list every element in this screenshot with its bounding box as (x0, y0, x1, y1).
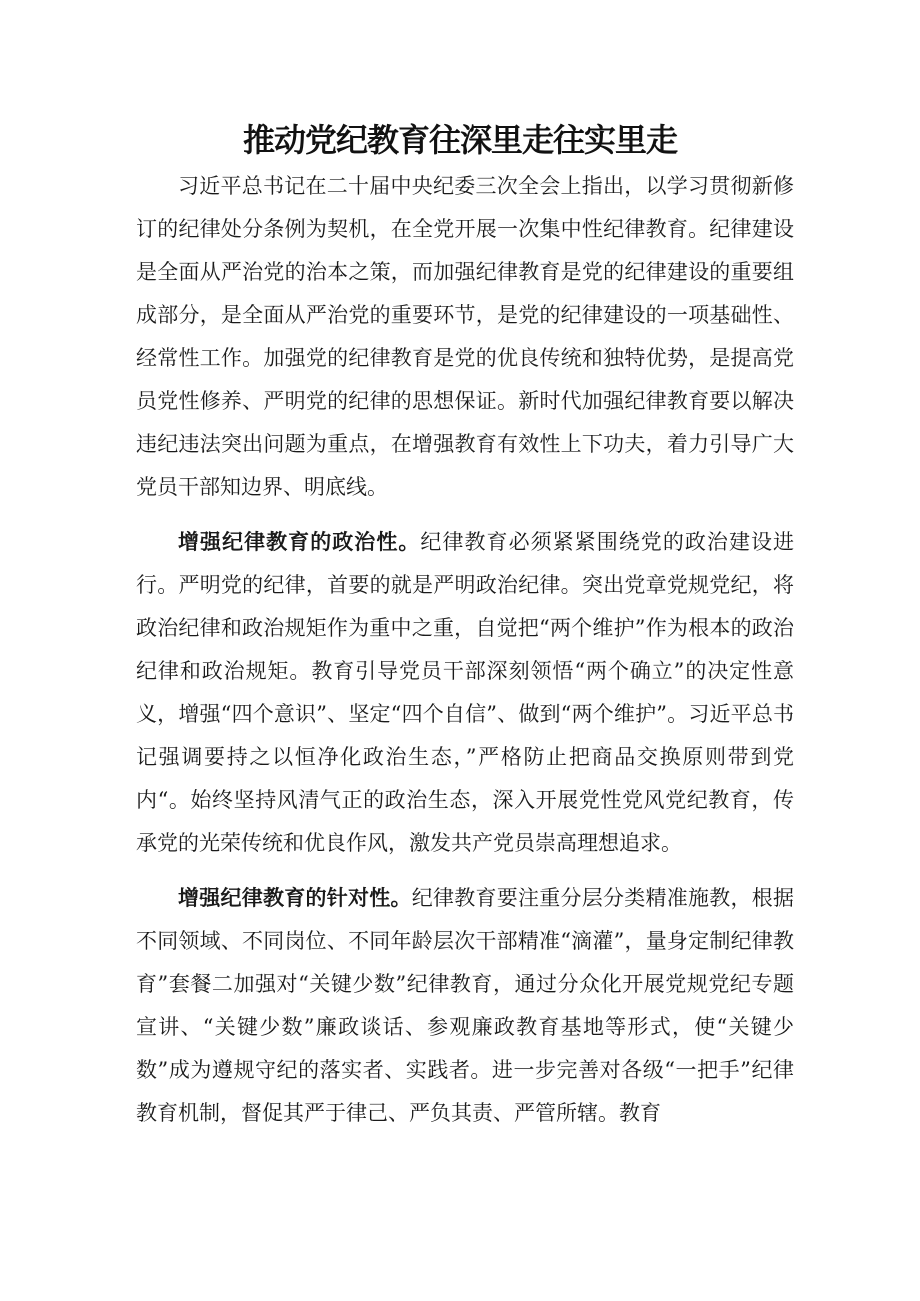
paragraph-text: 习近平总书记在二十届中央纪委三次全会上指出，以学习贯彻新修订的纪律处分条例为契机，在全党开展一次集中性纪律教育。纪律建设是全面从严治党的治本之策，而加强纪律教育是党的纪律建设的重要组成部分，是全面从严治党的重要环节，是党的纪律建设的一项基础性、经常性工作。加强党的纪律教育是党的优良传统和独特优势，是提高党员党性修养、严明党的纪律的思想保证。新时代加强纪律教育要以解决违纪违法突出问题为重点，在增强教育有效性上下功夫，着力引导广大党员干部知边界、明底线。 (136, 174, 794, 499)
paragraph-text: 纪律教育必须紧紧围绕党的政治建设进行。严明党的纪律，首要的就是严明政治纪律。突出党章党规党纪，将政治纪律和政治规矩作为重中之重，自觉把“两个维护”作为根本的政治纪律和政治规矩。教育引导党员干部深刻领悟“两个确立”的决定性意义，增强“四个意识”、坚定“四个自信”、做到“两个维护”。习近平总书记强调要持之以恒净化政治生态，”严格防止把商品交换原则带到党内“。始终坚持风清气正的政治生态，深入开展党性党风党纪教育，传承党的光荣传统和优良作风，激发共产党员崇高理想追求。 (136, 530, 795, 855)
paragraph-lead: 增强纪律教育的针对性。 (178, 885, 412, 910)
paragraph-intro (136, 164, 794, 509)
paragraph-text: 纪律教育要注重分层分类精准施教，根据不同领域、不同岗位、不同年龄层次干部精准“滴灌”，量身定制纪律教育”套餐二加强对“关键少数”纪律教育，通过分众化开展党规党纪专题宣讲、“关键少数”廉政谈话、参观廉政教育基地等形式，使“关键少数”成为遵规守纪的落实者、实践者。进一步完善对各级“一把手”纪律教育机制，督促其严于律己、严负其责、严管所辖。教育 (136, 886, 794, 1125)
paragraph-targeted (136, 876, 794, 1135)
document-body (136, 164, 794, 1135)
document-title: 推动党纪教育往深里走往实里走 (242, 121, 677, 159)
paragraph-lead: 增强纪律教育的政治性。 (178, 529, 421, 554)
paragraph-political (136, 520, 794, 865)
